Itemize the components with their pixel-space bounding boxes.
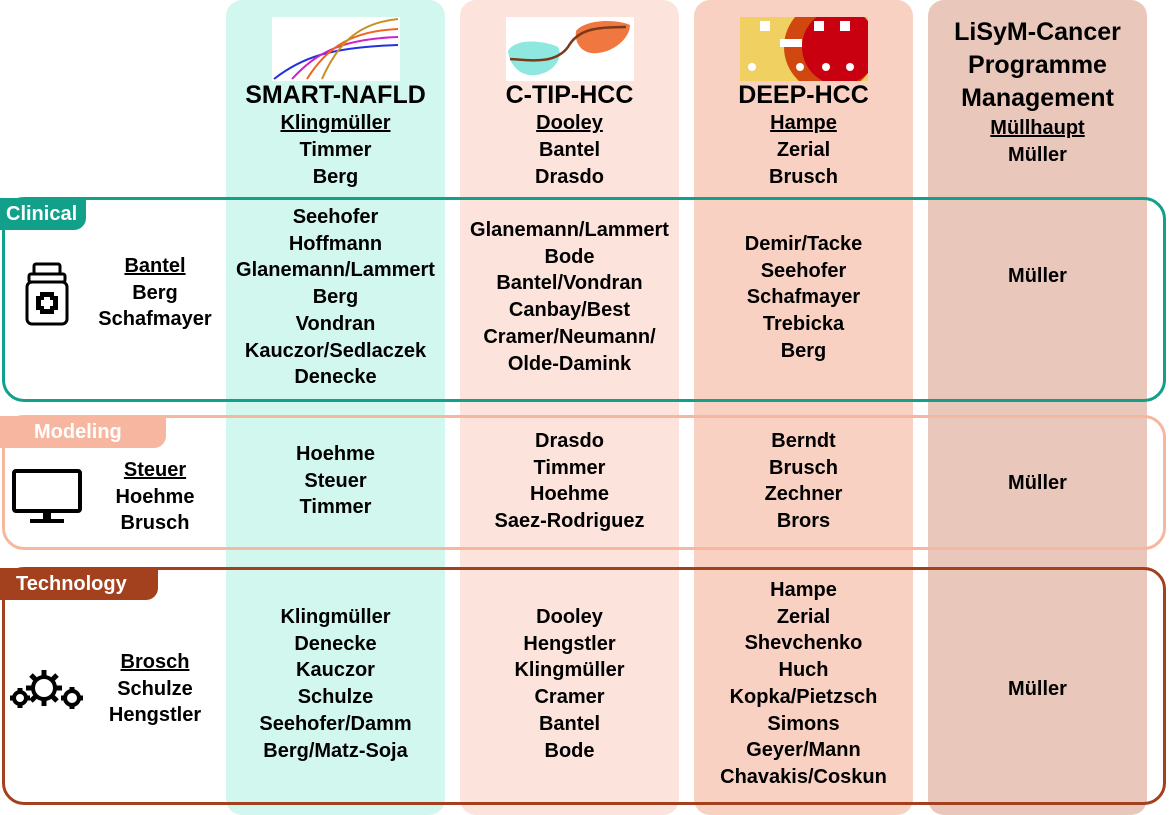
cell-name: Bode [544,739,595,762]
row-member: Hoehme [115,485,195,508]
computer-monitor-icon [12,469,82,532]
cell-name: Brors [776,510,831,533]
cell-name: Olde-Damink [507,352,632,375]
cell-name: Berndt [771,430,836,452]
cell-name: Canbay/Best [508,299,631,322]
cell-name: Brusch [769,456,838,479]
cell-name: Timmer [299,496,372,519]
cell-name: Denecke [294,366,377,389]
cell-name: Hengstler [523,632,616,655]
cell-name: Vondran [295,312,376,335]
cell-name: Bode [544,245,595,268]
cell-name: Müller [1008,472,1067,494]
cell-name: Bantel [538,712,601,735]
cell-name: Cramer [534,686,605,709]
liver-progression-thumbnail [506,17,634,81]
column-member: Bantel [538,139,601,161]
column-member: Müller [1008,144,1067,166]
header-deep-hcc [694,80,913,191]
row-member: Brusch [120,512,190,535]
row-tag-modeling: Modeling [0,416,166,448]
cell-name: Shevchenko [744,632,863,655]
cell-name: Klingmüller [280,606,391,628]
cell-name: Steuer [304,469,367,492]
column-lead: Müllhaupt [990,117,1085,139]
cell-clinical-smart-nafld [222,204,449,391]
column-title: SMART-NAFLD [245,81,426,109]
cell-name: Glanemann/Lammert [470,219,669,241]
cell-name: Berg/Matz-Soja [263,739,408,762]
cell-name: Zechner [764,483,843,506]
column-title: C-TIP-HCC [505,81,634,109]
cell-name: Seehofer/Damm [259,712,412,735]
cell-name: Geyer/Mann [746,739,861,762]
cell-name: Chavakis/Coskun [720,765,887,788]
row-lead: Brosch [120,651,190,673]
cell-name: Bantel/Vondran [496,272,643,295]
row-member: Berg [132,281,178,304]
cell-name: Schafmayer [746,286,861,309]
column-title: DEEP-HCC [738,81,869,109]
cell-modeling-c-tip-hcc [456,428,683,535]
cell-modeling-management [928,470,1147,497]
column-member: Zerial [776,139,831,161]
cell-name: Klingmüller [514,659,625,682]
column-lead: Hampe [770,112,837,134]
cell-name: Müller [1008,265,1067,287]
cell-name: Drasdo [535,430,604,452]
cell-name: Glanemann/Lammert [236,259,435,282]
header-c-tip-hcc [460,80,679,191]
cell-name: Seehofer [760,259,847,282]
clinical-row-leaders [90,253,220,333]
cell-name: Huch [778,659,829,682]
cell-name: Müller [1008,678,1067,700]
column-title-line: Programme [968,51,1107,79]
row-tag-clinical: Clinical [0,198,86,230]
cell-technology-c-tip-hcc [456,604,683,764]
cell-name: Hoehme [530,483,609,506]
cell-modeling-deep-hcc [690,428,917,535]
cell-technology-deep-hcc [690,577,917,791]
cell-name: Hoehme [296,443,375,465]
technology-row-leaders [90,649,220,729]
cell-modeling-smart-nafld [222,441,449,521]
cell-name: Kauczor [296,659,375,682]
cell-clinical-management [928,263,1147,290]
column-lead: Dooley [536,112,603,134]
cell-name: Denecke [294,632,377,655]
cell-name: Hampe [770,579,837,601]
deep-learning-thumbnail [740,17,868,81]
cell-name: Hoffmann [288,232,383,255]
row-member: Schafmayer [98,308,212,331]
cell-name: Dooley [536,606,603,628]
cell-name: Zerial [776,605,831,628]
cell-name: Demir/Tacke [744,233,863,255]
cell-name: Schulze [297,686,374,709]
cell-clinical-c-tip-hcc [456,217,683,377]
header-smart-nafld [226,80,445,191]
cell-name: Timmer [533,456,606,479]
gears-icon [8,668,86,717]
column-member: Berg [312,166,359,188]
column-lead: Klingmüller [280,112,391,134]
row-lead: Bantel [124,255,186,277]
modeling-row-leaders [90,457,220,537]
cell-name: Trebicka [762,313,845,336]
cell-name: Saez-Rodriguez [494,510,645,533]
growth-curves-thumbnail [272,17,400,81]
column-title-line: Management [961,84,1114,112]
header-programme-management [928,16,1147,169]
medicine-bottle-icon [24,262,70,331]
row-tag-technology: Technology [0,568,158,600]
cell-name: Cramer/Neumann/ [483,325,656,348]
cell-name: Berg [780,339,827,362]
cell-name: Simons [767,712,840,735]
column-member: Brusch [769,166,838,188]
row-member: Schulze [117,677,193,700]
cell-technology-management [928,676,1147,703]
cell-clinical-deep-hcc [690,231,917,365]
column-member: Timmer [299,139,372,161]
column-title-line: LiSyM-Cancer [954,18,1121,46]
cell-name: Kauczor/Sedlaczek [244,339,427,362]
column-member: Drasdo [535,166,604,188]
row-member: Hengstler [108,704,202,727]
row-lead: Steuer [123,459,187,481]
cell-name: Seehofer [292,206,379,228]
cell-technology-smart-nafld [222,604,449,764]
cell-name: Berg [312,286,359,309]
cell-name: Kopka/Pietzsch [729,685,878,708]
